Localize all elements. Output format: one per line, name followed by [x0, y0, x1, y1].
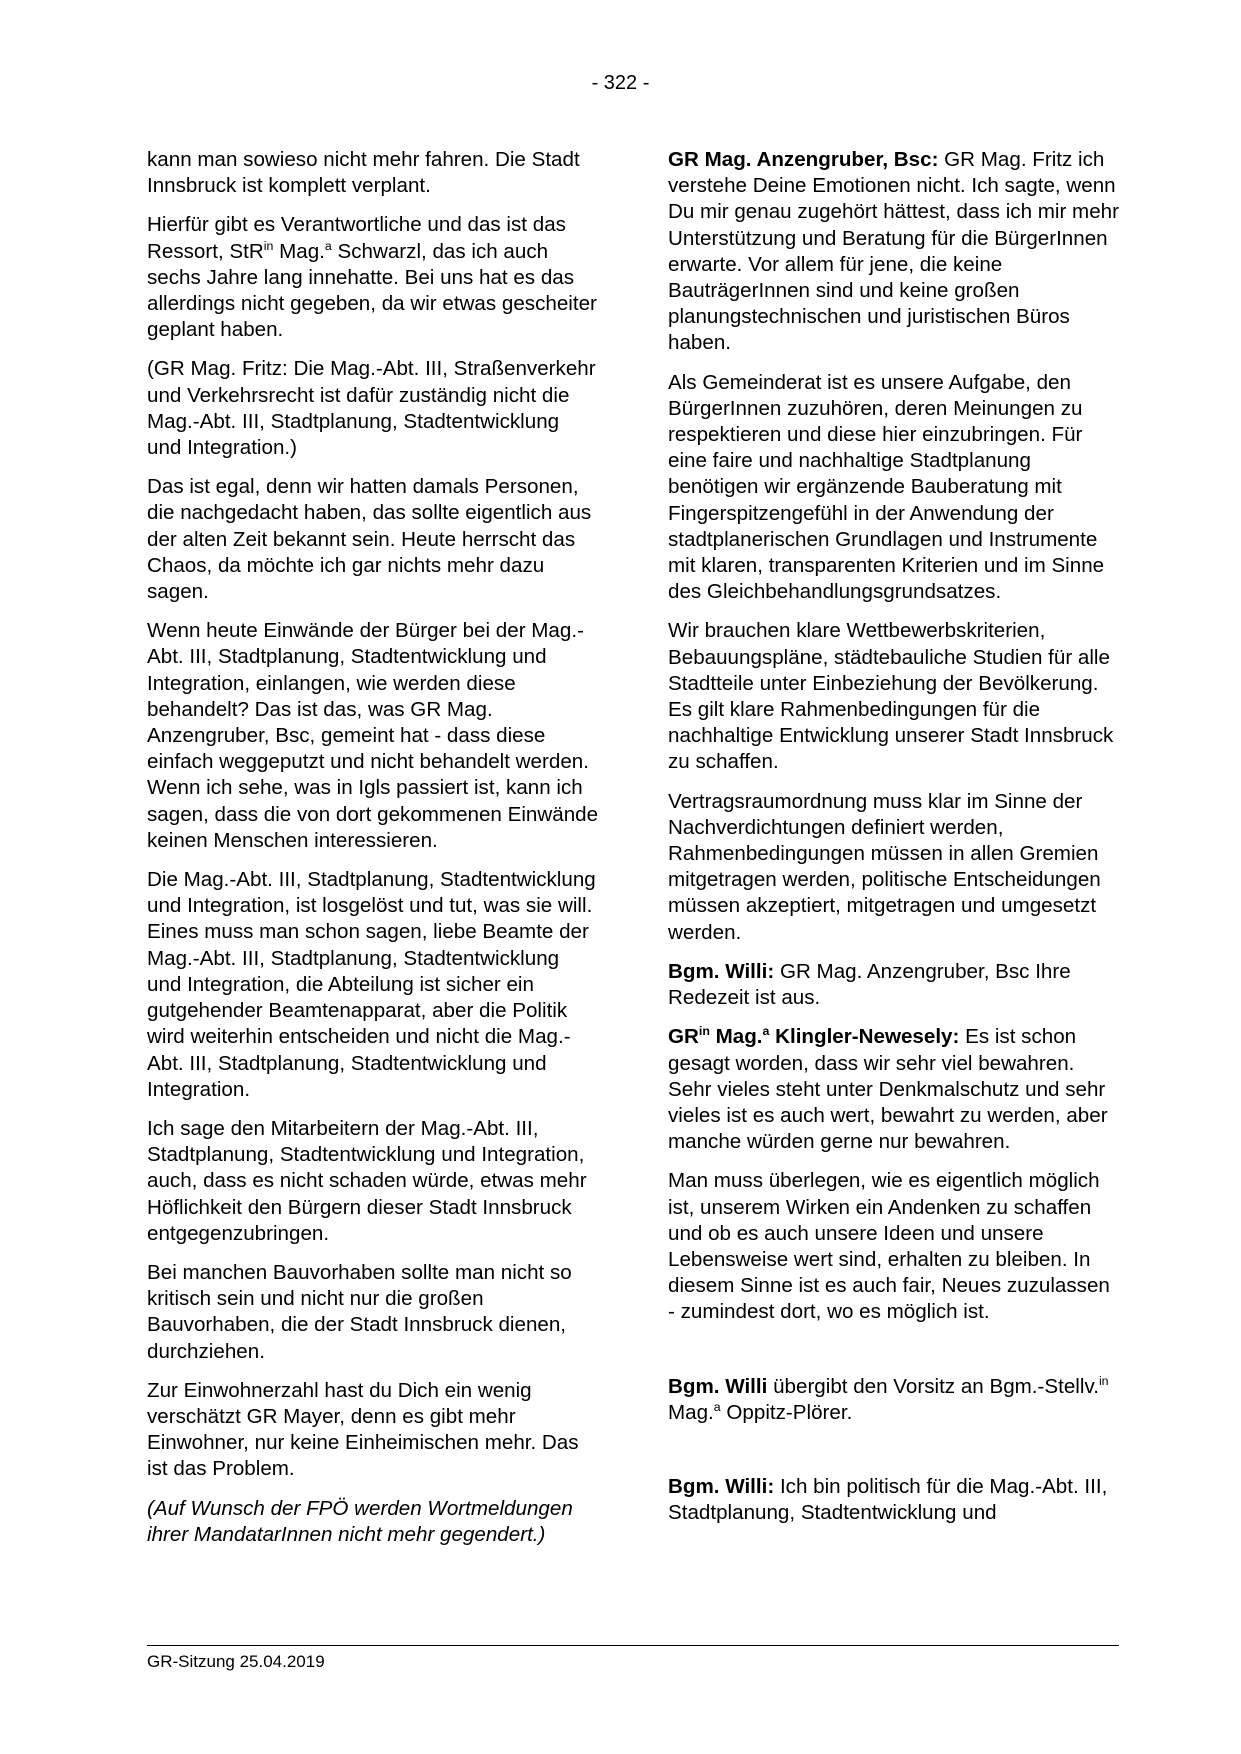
- paragraph: Hierfür gibt es Verantwortliche und das ist das Ressort, StR$^{in}$ Mag.$^a$ Schwarzl, das ich auch sechs Jahre lang innehatte. Bei uns hat es das allerdings nicht gegeben, da wir etwas gescheiter geplant haben.: [147, 213, 597, 342]
- page-number: - 322 -: [591, 72, 650, 94]
- paragraph: Wir brauchen klare Wettbewerbskriterien, Bebauungspläne, städtebauliche Studien für alle Stadtteile unter Einbeziehung der Bevölkerung. Es gilt klare Rahmenbedingungen für die nachhaltige Entwicklung unserer Stadt Innsbruck zu schaffen.: [668, 619, 1114, 774]
- footer-session-date: GR-Sitzung 25.04.2019: [147, 1652, 325, 1671]
- left-column: [147, 147, 599, 1561]
- editorial-note: (Auf Wunsch der FPÖ werden Wortmeldungen ihrer MandatarInnen nicht mehr gegendert.): [147, 1496, 573, 1546]
- right-column: [668, 147, 1120, 1539]
- paragraph: Das ist egal, denn wir hatten damals Personen, die nachgedacht haben, das sollte eigentlich aus der alten Zeit bekannt sein. Heute herrscht das Chaos, da möchte ich gar nichts mehr dazu sagen.: [147, 475, 592, 604]
- paragraph: Man muss überlegen, wie es eigentlich möglich ist, unserem Wirken ein Andenken zu schaffen und ob es auch unsere Ideen und unsere Lebensweise wert sind, erhalten zu bleiben. In diesem Sinne ist es auch fair, Neues zuzulassen - zumindest dort, wo es möglich ist.: [668, 1169, 1110, 1324]
- paragraph: kann man sowieso nicht mehr fahren. Die Stadt Innsbruck ist komplett verplant.: [147, 148, 580, 198]
- paragraph: Zur Einwohnerzahl hast du Dich ein wenig verschätzt GR Mayer, denn es gibt mehr Einwohner, nur keine Einheimischen mehr. Das ist das Problem.: [147, 1378, 579, 1481]
- speech-paragraph: Bgm. Willi: GR Mag. Anzengruber, Bsc Ihre Redezeit ist aus.: [668, 959, 1071, 1010]
- paragraph: (GR Mag. Fritz: Die Mag.-Abt. III, Straßenverkehr und Verkehrsrecht ist dafür zuständig nicht die Mag.-Abt. III, Stadtplanung, Stadtentwicklung und Integration.): [147, 357, 596, 460]
- footer-divider: [147, 1645, 1119, 1646]
- paragraph: Vertragsraumordnung muss klar im Sinne der Nachverdichtungen definiert werden, Rahmenbedingungen müssen in allen Gremien mitgetragen werden, politische Entscheidungen müssen akzeptiert, mitgetragen und umgesetzt werden.: [668, 789, 1101, 944]
- paragraph: Als Gemeinderat ist es unsere Aufgabe, den BürgerInnen zuzuhören, deren Meinungen zu respektieren und diese hier einzubringen. Für eine faire und nachhaltige Stadtplanung benötigen wir ergänzende Bauberatung mit Fingerspitzengefühl in der Anwendung der stadtplanerischen Grundlagen und Instrumente mit klaren, transparenten Kriterien und im Sinne des Gleichbehandlungsgrundsatzes.: [668, 370, 1105, 604]
- speaker-name: Bgm. Willi: [668, 1374, 768, 1398]
- speech-paragraph: Bgm. Willi: Ich bin politisch für die Mag.-Abt. III, Stadtplanung, Stadtentwicklung und: [668, 1474, 1108, 1525]
- paragraph: Ich sage den Mitarbeitern der Mag.-Abt. III, Stadtplanung, Stadtentwicklung und Integration, auch, dass es nicht schaden würde, etwas mehr Höflichkeit den Bürgern dieser Stadt Innsbruck entgegenzubringen.: [147, 1116, 587, 1245]
- procedural-note: Bgm. Willi übergibt den Vorsitz an Bgm.-Stellv.$^{in}$ Mag.$^a$ Oppitz-Plörer.: [668, 1373, 1109, 1424]
- paragraph: Die Mag.-Abt. III, Stadtplanung, Stadtentwicklung und Integration, ist losgelöst und tut, was sie will. Eines muss man schon sagen, liebe Beamte der Mag.-Abt. III, Stadtplanung, Stadtentwicklung und Integration, die Abteilung ist sicher ein gutgehender Beamtenapparat, aber die Politik wird weiterhin entscheiden und nicht die Mag.-Abt. III, Stadtplanung, Stadtentwicklung und Integration.: [147, 868, 596, 1101]
- speaker-name: Bgm. Willi:: [668, 959, 775, 983]
- paragraph: Wenn heute Einwände der Bürger bei der Mag.-Abt. III, Stadtplanung, Stadtentwicklung und Integration, einlangen, wie werden diese behandelt? Das ist das, was GR Mag. Anzengruber, Bsc, gemeint hat - dass diese einfach weggeputzt und nicht behandelt werden. Wenn ich sehe, was in Igls passiert ist, kann ich sagen, dass die von dort gekommenen Einwände keinen Menschen interessieren.: [147, 619, 599, 852]
- paragraph: Bei manchen Bauvorhaben sollte man nicht so kritisch sein und nicht nur die großen Bauvorhaben, die der Stadt Innsbruck dienen, durchziehen.: [147, 1260, 572, 1363]
- speaker-name: GR Mag. Anzengruber, Bsc:: [668, 148, 939, 171]
- speech-paragraph: GR Mag. Anzengruber, Bsc: GR Mag. Fritz ich verstehe Deine Emotionen nicht. Ich sagte, wenn Du mir genau zugehört hättest, dass ich mir mehr Unterstützung und Beratung für die BürgerInnen erwarte. Vor allem für jene, die keine BauträgerInnen sind und keine großen planungstechnischen und juristischen Büros haben.: [668, 148, 1119, 355]
- speaker-name: $GR^{in}$ Mag.$^a$ Klingler-Newesely:: [668, 1024, 960, 1049]
- speaker-name: Bgm. Willi:: [668, 1474, 775, 1498]
- speech-paragraph: $GR^{in}$ Mag.$^a$ Klingler-Newesely: Es ist schon gesagt worden, dass wir sehr viel bewahren. Sehr vieles steht unter Denkmalschutz und sehr vieles ist es auch wert, bewahrt zu werden, aber manche würden gerne nur bewahren.: [668, 1024, 1108, 1154]
